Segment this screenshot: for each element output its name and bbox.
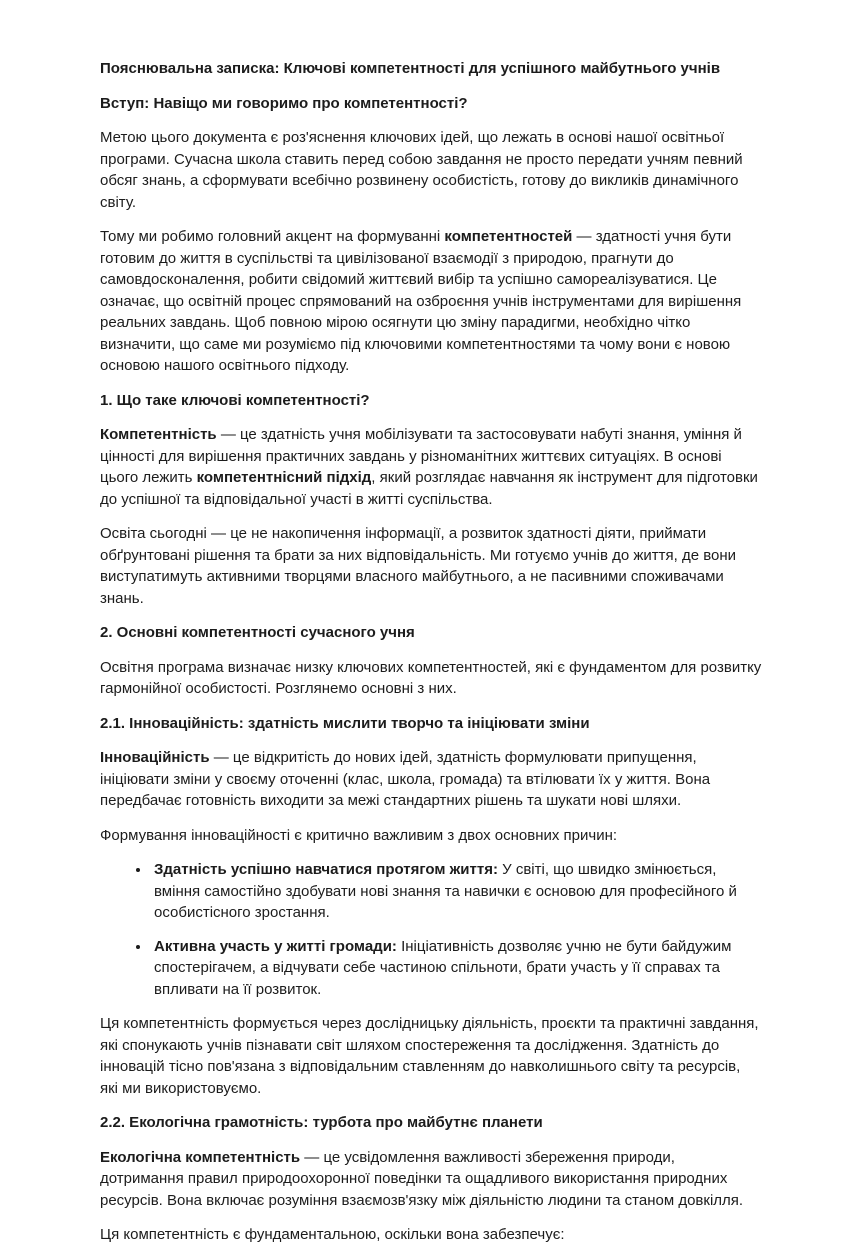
bold-text-run: 2. Основні компетентності сучасного учня: [100, 624, 415, 641]
bold-text-run: 1. Що таке ключові компетентності?: [100, 391, 370, 409]
text-run: Тому ми робимо головний акцент на формуванні: [100, 228, 445, 245]
section-heading: [100, 622, 762, 644]
section-heading: [100, 93, 762, 115]
bold-text-run: Інноваційність: [100, 749, 210, 766]
document-content: [100, 58, 762, 1246]
bold-text-run: Компетентність: [100, 426, 217, 443]
section-heading: [100, 1112, 762, 1134]
section-heading: [100, 390, 762, 412]
text-run: Формування інноваційності є критично важливим з двох основних причин:: [100, 826, 618, 844]
bold-text-run: Пояснювальна записка: Ключові компетентності для успішного майбутнього учнів: [100, 60, 721, 77]
bold-text-run: 2.2. Екологічна грамотність: турбота про майбутнє планети: [100, 1114, 543, 1131]
text-run: Освітня програма визначає низку ключових компетентностей, які є фундаментом для розвитку гармонійної особистості. Розглянемо основні з них.: [100, 658, 762, 697]
paragraph: [100, 1147, 762, 1212]
text-run: Ця компетентність формується через дослідницьку діяльність, проєкти та практичні завдання, які спонукають учнів пізнавати світ шляхом спостереження та дослідження. Здатність до інновацій тісно пов'язана з відповідальним ставленням до навколишнього світу та ресурсів, які ми використовуємо.: [100, 1015, 759, 1097]
paragraph: [100, 523, 762, 609]
bold-text-run: Активна участь у житті громади:: [154, 937, 397, 955]
paragraph: [100, 127, 762, 213]
paragraph: [100, 424, 762, 510]
paragraph: [100, 1013, 762, 1099]
text-run: Метою цього документа є роз'яснення ключових ідей, що лежать в основі нашої освітньої програми. Сучасна школа ставить перед собою завдання не просто передати учням певний обсяг знань, а сформувати всебічно розвинену особистість, готову до викликів динамічного світу.: [100, 129, 743, 211]
document-title: [100, 58, 762, 80]
bold-text-run: компетентнісний підхід: [196, 469, 372, 486]
list-item: [151, 936, 762, 1001]
bold-text-run: 2.1. Інноваційність: здатність мислити творчо та ініціювати зміни: [100, 714, 590, 732]
paragraph: [100, 1224, 762, 1246]
text-run: , який розглядає навчання як інструмент для підготовки до успішної та відповідальної участі в житті суспільства.: [100, 469, 758, 508]
text-run: — це усвідомлення важливості збереження природи, дотримання правил природоохоронної поведінки та ощадливого використання природних ресурсів. Вона включає розуміння взаємозв'язку між діяльністю людини та станом довкілля.: [100, 1148, 744, 1209]
paragraph: [100, 657, 762, 700]
bold-text-run: Екологічна компетентність: [100, 1148, 301, 1166]
text-run: — це здатність учня мобілізувати та застосовувати набуті знання, уміння й цінності для вирішення практичних завдань у різноманітних життєвих ситуаціях. В основі цього лежить: [100, 426, 742, 486]
bullet-list: [100, 859, 762, 1000]
bold-text-run: Вступ: Навіщо ми говоримо про компетентності?: [100, 94, 468, 112]
text-run: — це відкритість до нових ідей, здатність формулювати припущення, ініціювати зміни у своєму оточенні (клас, школа, громада) та втілювати їх у життя. Вона передбачає готовність виходити за межі стандартних рішень та шукати нові шляхи.: [100, 749, 711, 809]
text-run: У світі, що швидко змінюється, вміння самостійно здобувати нові знання та навички є основою для професійного й особистісного зростання.: [154, 861, 737, 921]
text-run: Ця компетентність є фундаментальною, оскільки вона забезпечує:: [100, 1226, 565, 1243]
text-run: Освіта сьогодні — це не накопичення інформації, а розвиток здатності діяти, приймати обґрунтовані рішення та брати за них відповідальність. Ми готуємо учнів до життя, де вони виступатимуть активними творцями власного майбутнього, а не пасивними споживачами знань.: [100, 525, 737, 607]
bold-text-run: Здатність успішно навчатися протягом життя:: [154, 861, 498, 878]
text-run: Ініціативність дозволяє учню не бути байдужим спостерігачем, а відчувати себе частиною спільноти, брати участь у її справах та впливати на її розвиток.: [154, 937, 732, 998]
text-run: — здатності учня бути готовим до життя в суспільстві та цивілізованої взаємодії з природою, прагнути до самовдосконалення, робити свідомий життєвий вибір та успішно самореалізуватися. Це означає, що освітній процес спрямований на озброєння учнів інструментами для вирішення реальних завдань. Щоб повною мірою осягнути цю зміну парадигми, необхідно чітко визначити, що саме ми розуміємо під ключовими компетентностями та чому вони є новою основою нашого освітнього підходу.: [100, 228, 742, 374]
paragraph: [100, 226, 762, 377]
list-item: [151, 859, 762, 924]
paragraph: [100, 747, 762, 812]
paragraph: [100, 825, 762, 847]
section-heading: [100, 713, 762, 735]
bold-text-run: компетентностей: [444, 228, 573, 245]
